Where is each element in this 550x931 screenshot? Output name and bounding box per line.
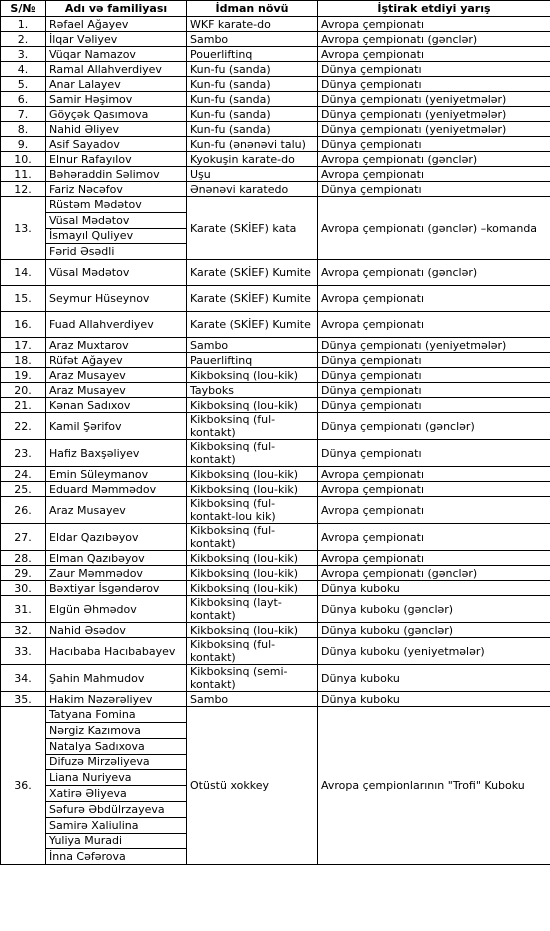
sport-type: Kun-fu (sanda) [187,77,318,92]
table-row [1,122,550,137]
event-name: Avropa çempionatı [318,524,550,551]
event-name: Dünya kuboku (yeniyetmələr) [318,638,550,665]
sport-type: Kikboksinq (lou-kik) [187,551,318,566]
athlete-name: Vüsal Mədətov [46,212,187,228]
athlete-name: Vüqar Namazov [46,47,187,62]
event-name: Dünya çempionatı [318,440,550,467]
event-name: Dünya çempionatı (yeniyetmələr) [318,122,550,137]
athlete-name: Nərgiz Kazımova [46,722,187,738]
table-row [1,413,550,440]
athlete-name: Hacıbaba Hacıbabayev [46,638,187,665]
event-name: Avropa çempionatı [318,17,550,32]
row-number: 17. [1,338,46,353]
table-row [1,197,550,213]
table-row [1,32,550,47]
sport-type: Kikboksinq (lou-kik) [187,467,318,482]
table-row [1,581,550,596]
sport-type: Sambo [187,692,318,707]
sport-type: Kikboksinq (semi-kontakt) [187,665,318,692]
athlete-name: Nahid Əsədov [46,623,187,638]
table-row [1,707,550,723]
row-number: 29. [1,566,46,581]
sport-type: Kun-fu (sanda) [187,122,318,137]
sport-type: Karate (SKİEF) Kumite [187,312,318,338]
athlete-name: Bəxtiyar İsgəndərov [46,581,187,596]
header-no: S/№ [1,1,46,17]
row-number: 5. [1,77,46,92]
event-name: Dünya çempionatı (yeniyetmələr) [318,92,550,107]
athlete-name: Elgün Əhmədov [46,596,187,623]
table-row [1,482,550,497]
athlete-name: Asif Sayadov [46,137,187,152]
sport-type: Kun-fu (sanda) [187,107,318,122]
table-row [1,182,550,197]
table-row [1,107,550,122]
athlete-name: Araz Musayev [46,368,187,383]
sport-type: Karate (SKİEF) Kumite [187,286,318,312]
event-name: Dünya çempionatı [318,398,550,413]
athlete-name: Fuad Allahverdiyev [46,312,187,338]
header-event: İştirak etdiyi yarış [318,1,550,17]
row-number: 34. [1,665,46,692]
athlete-name: Kamil Şərifov [46,413,187,440]
table-row [1,167,550,182]
athlete-name: Hafiz Baxşəliyev [46,440,187,467]
row-number: 26. [1,497,46,524]
athlete-name: Hakim Nəzərəliyev [46,692,187,707]
sport-type: Kun-fu (sanda) [187,92,318,107]
event-name: Avropa çempionatı (gənclər) [318,566,550,581]
athlete-name: Şahin Mahmudov [46,665,187,692]
event-name: Dünya kuboku (gənclər) [318,596,550,623]
sport-type: Kun-fu (ənənəvi talu) [187,137,318,152]
event-name: Avropa çempionatı (gənclər) [318,152,550,167]
row-number: 8. [1,122,46,137]
athlete-name: Yuliya Muradi [46,833,187,849]
event-name: Dünya kuboku (gənclər) [318,623,550,638]
athlete-name: İnna Cəfərova [46,849,187,865]
athlete-name: Araz Musayev [46,383,187,398]
row-number: 18. [1,353,46,368]
athlete-name: Samir Həşimov [46,92,187,107]
row-number: 3. [1,47,46,62]
table-row [1,440,550,467]
row-number: 23. [1,440,46,467]
sport-type: Kikboksinq (ful-kontakt) [187,638,318,665]
row-number: 31. [1,596,46,623]
event-name: Dünya çempionatı [318,77,550,92]
sport-type: Kikboksinq (lou-kik) [187,398,318,413]
sport-type: Uşu [187,167,318,182]
row-number: 15. [1,286,46,312]
athlete-name: Göyçək Qasımova [46,107,187,122]
row-number: 32. [1,623,46,638]
header-sport: İdman növü [187,1,318,17]
table-row [1,596,550,623]
header-row [1,1,550,17]
sport-type: Ənənəvi karatedo [187,182,318,197]
sport-type: Sambo [187,32,318,47]
row-number: 20. [1,383,46,398]
sport-type: Kyokuşin karate-do [187,152,318,167]
event-name: Dünya çempionatı (yeniyetmələr) [318,338,550,353]
event-name: Avropa çempionatı [318,286,550,312]
event-name: Dünya çempionatı [318,137,550,152]
event-name: Avropa çempionatı (gənclər) [318,260,550,286]
athlete-name: Nahid Əliyev [46,122,187,137]
sport-type: Kikboksinq (lou-kik) [187,581,318,596]
sport-type: Karate (SKİEF) kata [187,197,318,260]
event-name: Avropa çempionatı [318,467,550,482]
athlete-name: Rəfael Ağayev [46,17,187,32]
row-number: 24. [1,467,46,482]
row-number: 1. [1,17,46,32]
table-row [1,77,550,92]
row-number: 12. [1,182,46,197]
table-row [1,497,550,524]
athlete-name: Liana Nuriyeva [46,770,187,786]
sport-type: Kikboksinq (lou-kik) [187,482,318,497]
table-body [1,17,550,865]
table-row [1,353,550,368]
sport-type: Kikboksinq (ful-kontakt-lou kik) [187,497,318,524]
athlete-name: Difuzə Mirzəliyeva [46,754,187,770]
row-number: 22. [1,413,46,440]
event-name: Dünya çempionatı [318,182,550,197]
table-row [1,368,550,383]
event-name: Avropa çempionatı [318,312,550,338]
table-row [1,338,550,353]
row-number: 28. [1,551,46,566]
table-row [1,467,550,482]
event-name: Dünya kuboku [318,581,550,596]
event-name: Dünya çempionatı [318,368,550,383]
row-number: 14. [1,260,46,286]
event-name: Dünya çempionatı (yeniyetmələr) [318,107,550,122]
athlete-name: Kənan Sadıxov [46,398,187,413]
table-row [1,260,550,286]
table-row [1,566,550,581]
athlete-name: Natalya Sadıxova [46,738,187,754]
athlete-name: Seymur Hüseynov [46,286,187,312]
event-name: Avropa çempionatı [318,47,550,62]
athlete-name: Samirə Xaliulina [46,817,187,833]
sport-type: Pouerliftinq [187,47,318,62]
row-number: 4. [1,62,46,77]
table-row [1,398,550,413]
event-name: Avropa çempionatı [318,497,550,524]
table-row [1,152,550,167]
table-row [1,383,550,398]
athlete-name: İsmayıl Quliyev [46,228,187,244]
sport-type: Otüstü xokkey [187,707,318,865]
row-number: 13. [1,197,46,260]
athlete-name: Emin Süleymanov [46,467,187,482]
athlete-name: Elman Qazıbəyov [46,551,187,566]
event-name: Dünya çempionatı [318,62,550,77]
table-row [1,286,550,312]
athlete-name: Fərid Əsədli [46,244,187,260]
event-name: Dünya çempionatı [318,353,550,368]
row-number: 16. [1,312,46,338]
athlete-name: Səfurə Əbdülrzayeva [46,801,187,817]
athlete-name: Eldar Qazıbəyov [46,524,187,551]
table-row [1,692,550,707]
athlete-name: Tatyana Fomina [46,707,187,723]
athlete-name: Anar Lalayev [46,77,187,92]
athlete-name: Zaur Məmmədov [46,566,187,581]
table-row [1,312,550,338]
athlete-name: Fariz Nəcəfov [46,182,187,197]
athlete-name: Elnur Rafayılov [46,152,187,167]
table-row [1,137,550,152]
athlete-name: Xatirə Əliyeva [46,786,187,802]
row-number: 2. [1,32,46,47]
athlete-name: Araz Musayev [46,497,187,524]
row-number: 35. [1,692,46,707]
event-name: Avropa çempionatı (gənclər) –komanda [318,197,550,260]
event-name: Dünya kuboku [318,692,550,707]
table-row [1,623,550,638]
row-number: 27. [1,524,46,551]
row-number: 25. [1,482,46,497]
athlete-name: Bəhəraddin Səlimov [46,167,187,182]
athlete-name: Eduard Məmmədov [46,482,187,497]
event-name: Avropa çempionatı (gənclər) [318,32,550,47]
athlete-name: Araz Muxtarov [46,338,187,353]
sport-type: Kikboksinq (lou-kik) [187,566,318,581]
sport-type: Kikboksinq (lou-kik) [187,623,318,638]
row-number: 36. [1,707,46,865]
event-name: Dünya çempionatı [318,383,550,398]
athlete-name: İlqar Vəliyev [46,32,187,47]
row-number: 6. [1,92,46,107]
sport-type: Kikboksinq (ful-kontakt) [187,524,318,551]
row-number: 19. [1,368,46,383]
sport-type: Kun-fu (sanda) [187,62,318,77]
row-number: 21. [1,398,46,413]
table-row [1,92,550,107]
row-number: 11. [1,167,46,182]
event-name: Dünya kuboku [318,665,550,692]
sport-type: Pauerliftinq [187,353,318,368]
sport-type: Karate (SKİEF) Kumite [187,260,318,286]
table-row [1,665,550,692]
event-name: Avropa çempionatı [318,167,550,182]
row-number: 30. [1,581,46,596]
athlete-name: Vüsal Mədətov [46,260,187,286]
event-name: Avropa çempionatı [318,482,550,497]
row-number: 9. [1,137,46,152]
table-row [1,524,550,551]
event-name: Avropa çempionatı [318,551,550,566]
table-row [1,17,550,32]
event-name: Avropa çempionlarının "Trofi" Kuboku [318,707,550,865]
sport-type: Kikboksinq (ful-kontakt) [187,440,318,467]
sport-type: WKF karate-do [187,17,318,32]
table-row [1,551,550,566]
sport-type: Tayboks [187,383,318,398]
sport-type: Sambo [187,338,318,353]
table-row [1,47,550,62]
sport-type: Kikboksinq (lou-kik) [187,368,318,383]
row-number: 7. [1,107,46,122]
athlete-name: Ramal Allahverdiyev [46,62,187,77]
event-name: Dünya çempionatı (gənclər) [318,413,550,440]
sport-type: Kikboksinq (layt-kontakt) [187,596,318,623]
athlete-name: Rüfət Ağayev [46,353,187,368]
sport-type: Kikboksinq (ful-kontakt) [187,413,318,440]
athlete-name: Rüstəm Mədətov [46,197,187,213]
table-row [1,638,550,665]
row-number: 10. [1,152,46,167]
table-row [1,62,550,77]
row-number: 33. [1,638,46,665]
header-name: Adı və familiyası [46,1,187,17]
